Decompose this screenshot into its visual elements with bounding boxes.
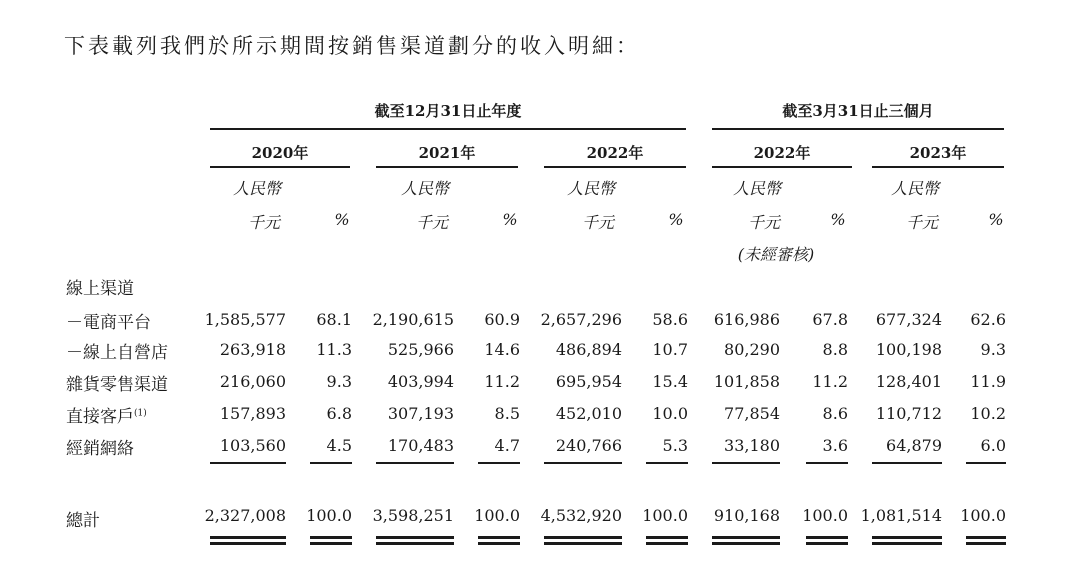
unit-rmb-2022q: 人民幣 [732, 179, 781, 198]
subtotal-line-4 [478, 462, 520, 464]
unit-pct-2022: % [668, 210, 684, 229]
unit-pct-2020: % [334, 210, 350, 229]
table-cell: 216,060 [219, 372, 286, 391]
table-cell: 8.5 [494, 404, 520, 423]
table-cell: 80,290 [724, 340, 780, 359]
subtotal-line-1 [210, 462, 286, 464]
subtotal-line-6 [646, 462, 688, 464]
intro-text: 下表載列我們於所示期間按銷售渠道劃分的收入明細： [64, 34, 640, 58]
double-underline-segment [712, 536, 780, 539]
subtotal-line-10 [966, 462, 1006, 464]
double-underline-segment [806, 536, 848, 539]
total-cell: 100.0 [960, 506, 1006, 525]
table-cell: 10.2 [970, 404, 1006, 423]
table-cell: 64,879 [886, 436, 942, 455]
subtotal-line-8 [806, 462, 848, 464]
double-underline-segment [478, 542, 520, 545]
table-cell: 58.6 [652, 310, 688, 329]
table-cell: 101,858 [713, 372, 780, 391]
row-label: 雜貨零售渠道 [66, 375, 168, 395]
unit-rmb-2023q: 人民幣 [890, 179, 939, 198]
double-underline-segment [872, 542, 942, 545]
unit-rmb-2022: 人民幣 [566, 179, 615, 198]
group-underline-annual [210, 128, 686, 130]
double-underline-segment [310, 542, 352, 545]
group-header-annual: 截至12月31日止年度 [374, 102, 522, 120]
year-header-2021: 2021年 [418, 144, 476, 162]
unit-rmb-2021: 人民幣 [400, 179, 449, 198]
total-cell: 2,327,008 [204, 506, 286, 525]
double-underline-segment [478, 536, 520, 539]
year-underline-2023-q1 [872, 166, 1004, 168]
table-cell: 157,893 [219, 404, 286, 423]
table-cell: 33,180 [724, 436, 780, 455]
total-label: 總計 [66, 511, 100, 531]
group-underline-quarter [712, 128, 1004, 130]
table-cell: 6.0 [980, 436, 1006, 455]
year-header-2020: 2020年 [251, 144, 309, 162]
row-label: 經銷網絡 [66, 439, 134, 459]
double-underline-segment [966, 536, 1006, 539]
subtotal-line-9 [872, 462, 942, 464]
footnote-marker: (1) [134, 408, 147, 419]
row-label: 直接客戶$^{(1)}$ [66, 407, 147, 427]
table-cell: 110,712 [875, 404, 942, 423]
table-cell: 486,894 [555, 340, 622, 359]
table-cell: 307,193 [387, 404, 454, 423]
year-underline-2022 [544, 166, 686, 168]
table-cell: 128,401 [875, 372, 942, 391]
row-label: －電商平台 [66, 313, 151, 333]
table-cell: 452,010 [555, 404, 622, 423]
total-cell: 100.0 [306, 506, 352, 525]
table-cell: 11.2 [812, 372, 848, 391]
double-underline-segment [646, 542, 688, 545]
year-header-2022-q1: 2022年 [753, 144, 811, 162]
unit-pct-2023q: % [988, 210, 1004, 229]
table-cell: 77,854 [724, 404, 780, 423]
total-cell: 100.0 [642, 506, 688, 525]
double-underline-segment [806, 542, 848, 545]
subtotal-line-2 [310, 462, 352, 464]
table-cell: 60.9 [484, 310, 520, 329]
table-cell: 11.2 [484, 372, 520, 391]
group-header-quarter: 截至3月31日止三個月 [782, 102, 934, 120]
table-cell: 14.6 [484, 340, 520, 359]
table-cell: 403,994 [387, 372, 454, 391]
table-cell: 5.3 [662, 436, 688, 455]
double-underline-segment [966, 542, 1006, 545]
total-cell: 3,598,251 [372, 506, 454, 525]
table-cell: 240,766 [555, 436, 622, 455]
table-cell: 8.8 [822, 340, 848, 359]
table-cell: 263,918 [219, 340, 286, 359]
double-underline-segment [544, 542, 622, 545]
table-cell: 11.3 [316, 340, 352, 359]
unit-pct-2021: % [502, 210, 518, 229]
double-underline-segment [872, 536, 942, 539]
total-cell: 100.0 [802, 506, 848, 525]
table-cell: 2,190,615 [372, 310, 454, 329]
double-underline-segment [310, 536, 352, 539]
unit-k-2020: 千元 [247, 213, 280, 232]
table-cell: 67.8 [812, 310, 848, 329]
table-cell: 15.4 [652, 372, 688, 391]
unit-rmb-2020: 人民幣 [232, 179, 281, 198]
table-cell: 695,954 [555, 372, 622, 391]
double-underline-segment [712, 542, 780, 545]
table-cell: 11.9 [970, 372, 1006, 391]
year-underline-2021 [376, 166, 518, 168]
total-cell: 1,081,514 [860, 506, 942, 525]
table-cell: 100,198 [875, 340, 942, 359]
table-cell: 6.8 [326, 404, 352, 423]
double-underline-segment [544, 536, 622, 539]
subtotal-line-3 [376, 462, 454, 464]
table-cell: 10.7 [652, 340, 688, 359]
table-cell: 103,560 [219, 436, 286, 455]
total-cell: 100.0 [474, 506, 520, 525]
subtotal-line-7 [712, 462, 780, 464]
subtotal-line-5 [544, 462, 622, 464]
unit-unaudited: (未經審核) [737, 245, 815, 264]
table-cell: 4.5 [326, 436, 352, 455]
unit-k-2022q: 千元 [747, 213, 780, 232]
table-cell: 8.6 [822, 404, 848, 423]
section-online-channels: 線上渠道 [66, 279, 134, 299]
double-underline-segment [376, 536, 454, 539]
table-cell: 2,657,296 [540, 310, 622, 329]
table-cell: 1,585,577 [204, 310, 286, 329]
table-cell: 9.3 [326, 372, 352, 391]
table-cell: 9.3 [980, 340, 1006, 359]
year-header-2022: 2022年 [586, 144, 644, 162]
unit-pct-2022q: % [830, 210, 846, 229]
unit-k-2023q: 千元 [905, 213, 938, 232]
table-cell: 68.1 [316, 310, 352, 329]
table-cell: 616,986 [713, 310, 780, 329]
row-label: －線上自營店 [66, 343, 168, 363]
table-cell: 4.7 [494, 436, 520, 455]
total-cell: 910,168 [713, 506, 780, 525]
table-cell: 170,483 [387, 436, 454, 455]
table-cell: 677,324 [875, 310, 942, 329]
table-cell: 10.0 [652, 404, 688, 423]
table-cell: 62.6 [970, 310, 1006, 329]
double-underline-segment [210, 542, 286, 545]
double-underline-segment [210, 536, 286, 539]
double-underline-segment [646, 536, 688, 539]
year-header-2023-q1: 2023年 [909, 144, 967, 162]
table-cell: 3.6 [822, 436, 848, 455]
unit-k-2022: 千元 [581, 213, 614, 232]
year-underline-2020 [210, 166, 350, 168]
double-underline-segment [376, 542, 454, 545]
table-cell: 525,966 [387, 340, 454, 359]
unit-k-2021: 千元 [415, 213, 448, 232]
year-underline-2022-q1 [712, 166, 852, 168]
total-cell: 4,532,920 [540, 506, 622, 525]
